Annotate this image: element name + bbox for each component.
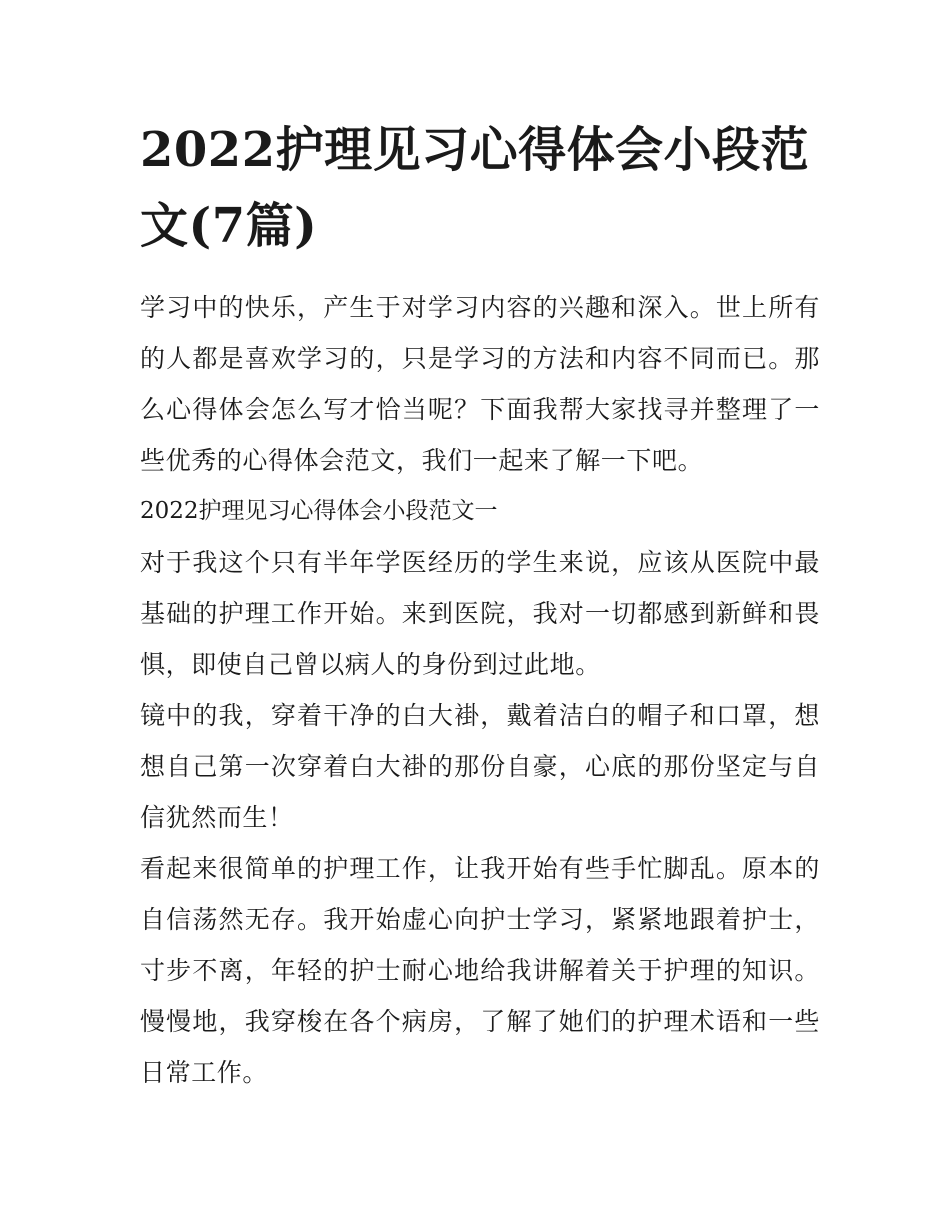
body-paragraph: 看起来很简单的护理工作，让我开始有些手忙脚乱。原本的自信荡然无存。我开始虚心向护士学习，紧紧地跟着护士，寸步不离，年轻的护士耐心地给我讲解着关于护理的知识。慢慢地，我穿梭在各个病房，了解了她们的护理术语和一些日常工作。 — [140, 854, 820, 1087]
intro-paragraph: 学习中的快乐，产生于对学习内容的兴趣和深入。世上所有的人都是喜欢学习的，只是学习的方法和内容不同而已。那么心得体会怎么写才恰当呢？下面我帮大家找寻并整理了一些优秀的心得体会范文，我们一起来了解一下吧。 — [140, 293, 820, 475]
section-heading: 2022护理见习心得体会小段范文一 — [140, 498, 498, 524]
body-paragraph: 镜中的我，穿着干净的白大褂，戴着洁白的帽子和口罩，想想自己第一次穿着白大褂的那份自豪，心底的那份坚定与自信犹然而生！ — [140, 701, 820, 832]
document-title: 2022护理见习心得体会小段范文(7篇) — [140, 122, 810, 254]
document-page — [140, 112, 820, 1098]
body-paragraph: 对于我这个只有半年学医经历的学生来说，应该从医院中最基础的护理工作开始。来到医院，我对一切都感到新鲜和畏惧，即使自己曾以病人的身份到过此地。 — [140, 548, 820, 679]
